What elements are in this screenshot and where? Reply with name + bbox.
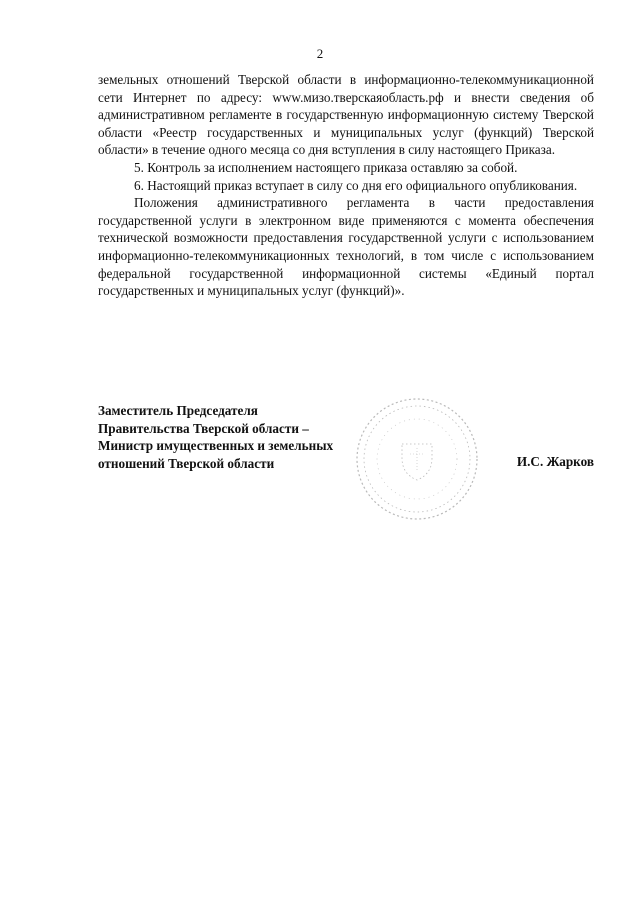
paragraph-item-5: 5. Контроль за исполнением настоящего приказа оставляю за собой. (134, 159, 518, 175)
signatory-title-line: Министр имущественных и земельных (98, 438, 334, 454)
paragraph-regulation-provisions: Положения административного регламента в части предоставления государственной услуги в электронном виде применяются с момента обеспечения технической возможности предоставления государственной услуги с использованием информационно-телекоммуникационных технологий, в том числе с использованием федеральной государственной информационной системы «Единый портал государственных и муниципальных услуг (функций)». (98, 195, 594, 299)
signatory-title-line: Заместитель Председателя (98, 403, 258, 418)
paragraph-continuation: земельных отношений Тверской области в информационно-телекоммуникационной сети Интернет по адресу: www.мизо.тверскаяобласть.рф и внести сведения об административном регламенте в государственную информационную систему Тверской области «Реестр государственных и муниципальных услуг (функций) Тверской области» в течение одного месяца со дня вступления в силу настоящего Приказа. (98, 72, 594, 158)
page-number: 2 (316, 46, 324, 61)
signatory-name: И.С. Жарков (516, 454, 594, 469)
official-seal-stamp (354, 396, 480, 522)
document-body (98, 71, 594, 300)
signatory-title-line: Правительства Тверской области – (98, 420, 309, 436)
paragraph-item-6: 6. Настоящий приказ вступает в силу со дня его официального опубликования. (134, 177, 578, 193)
signatory-title-line: отношений Тверской области (98, 455, 275, 471)
signature-block (98, 402, 333, 472)
